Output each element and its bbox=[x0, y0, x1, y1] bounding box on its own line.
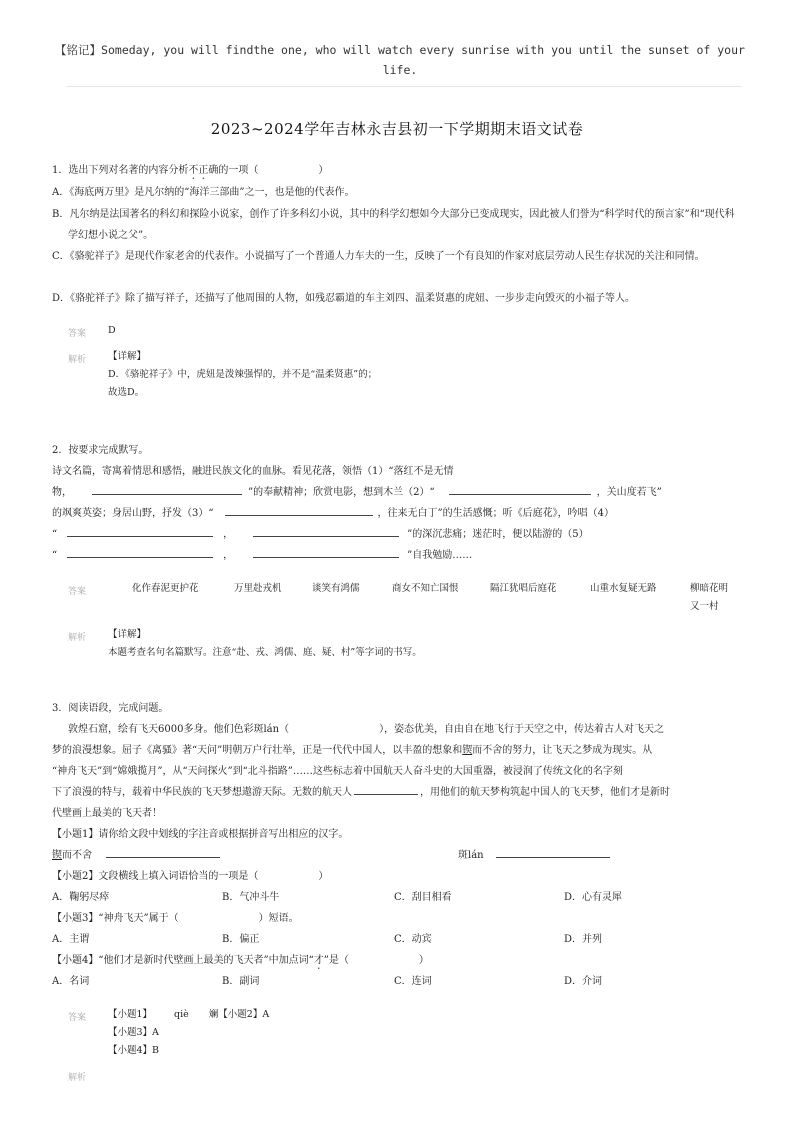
q3-sub3-opt-d[interactable]: D．并列 bbox=[564, 934, 603, 945]
q3-sub3-opt-a[interactable]: A．主谓 bbox=[52, 934, 90, 945]
q2-line3 bbox=[52, 503, 752, 524]
q3-p2b: 而不舍的努力，让飞天之梦成为现实。从 bbox=[472, 745, 653, 756]
q1-stem-dotted: 不正 bbox=[188, 165, 209, 176]
q3-answer-line1 bbox=[108, 1006, 269, 1024]
q2-line4 bbox=[52, 524, 752, 545]
q3-sub1b: 斑lán bbox=[458, 850, 484, 861]
q3-p1a: 敦煌石窟，绘有飞天6000多身。他们色彩斑lán（ bbox=[68, 724, 290, 735]
q3-para-line5: 代壁画上最美的飞天者！ bbox=[52, 808, 162, 819]
q2-blank-4[interactable] bbox=[67, 525, 213, 537]
q2-l2a: 物， bbox=[52, 487, 72, 498]
q3-sub2-opt-d[interactable]: D．心有灵犀 bbox=[564, 892, 623, 903]
q2-blank-1[interactable] bbox=[92, 483, 242, 495]
q1-answer-label: 答案 bbox=[68, 329, 87, 339]
q2-l5c: ”自我勉励…… bbox=[407, 550, 473, 561]
q2-answer-2: 万里赴戎机 bbox=[234, 583, 282, 594]
q1-stem-b: 确的一项（ ） bbox=[208, 165, 329, 176]
q3-sub4-opt-c[interactable]: C．连词 bbox=[394, 976, 432, 987]
q3-sub2-opt-c[interactable]: C．刮目相看 bbox=[394, 892, 452, 903]
q2-l5a: “ bbox=[52, 550, 58, 561]
q2-blank-6[interactable] bbox=[67, 546, 213, 558]
q3-sub3-opt-b[interactable]: B．偏正 bbox=[222, 934, 260, 945]
q1-option-d: D．《骆驼祥子》除了描写祥子，还描写了他周围的人物，如残忍霸道的车主刘四、温柔贤惠的虎妞、一步步走向毁灭的小福子等人。 bbox=[52, 293, 636, 304]
q3-analysis-label: 解析 bbox=[68, 1073, 87, 1083]
q2-answer-3: 谈笑有鸿儒 bbox=[312, 583, 360, 594]
q2-answer-7 bbox=[690, 580, 728, 616]
q2-l4b: ， bbox=[223, 529, 234, 540]
q3-p1b: ），姿态优美，自由自在地飞行于天空之中，传达着古人对飞天之 bbox=[379, 724, 665, 735]
motto: 【铭记】Someday, you will findthe one, who will watch every sunrise with you until the sunset of your life. bbox=[55, 43, 745, 77]
q2-l3b: ，往来无白丁”的生活感慨；听《后庭花》，吟唱（4） bbox=[377, 508, 614, 519]
q1-analysis-line2: 故选D。 bbox=[108, 387, 145, 398]
q2-analysis-head: 【详解】 bbox=[108, 629, 147, 640]
q2-answer-4: 商女不知亡国恨 bbox=[392, 583, 459, 594]
q1-answer: D bbox=[108, 325, 116, 336]
q3-p4b: ，用他们的航天梦构筑起中国人的飞天梦，他们才是新时 bbox=[420, 787, 670, 798]
q2-answer-6: 山重水复疑无路 bbox=[590, 583, 657, 594]
q1-stem bbox=[52, 160, 752, 182]
q3-stem: 3．阅读语段，完成问题。 bbox=[52, 703, 169, 714]
q2-blank-3[interactable] bbox=[225, 504, 373, 516]
q3-ans1c: 斓【小题2】A bbox=[208, 1009, 270, 1020]
q2-answer-label: 答案 bbox=[68, 587, 87, 597]
q1-option-c: C．《骆驼祥子》是现代作家老舍的代表作。小说描写了一个普通人力车夫的一生，反映了一个有良知的作家对底层劳动人民生存状况的关注和同情。 bbox=[52, 251, 705, 262]
q3-sub4-opt-b[interactable]: B．副词 bbox=[222, 976, 260, 987]
q2-l2c: ，关山度若飞” bbox=[596, 487, 662, 498]
q3-ans1: 【小题1】 bbox=[108, 1009, 153, 1020]
q3-sub4-opt-a[interactable]: A．名词 bbox=[52, 976, 90, 987]
q3-para-line1 bbox=[68, 719, 768, 740]
q3-sub2-opt-b[interactable]: B．气冲斗牛 bbox=[222, 892, 280, 903]
q1-analysis-label: 解析 bbox=[68, 355, 87, 365]
q3-p2-underlined: 锲 bbox=[462, 745, 473, 756]
q2-l3a: 的飒爽英姿；身居山野，抒发（3）“ bbox=[52, 508, 214, 519]
q3-answer-label: 答案 bbox=[68, 1013, 87, 1023]
q3-para-line2 bbox=[52, 740, 752, 761]
q3-sub1a-underlined: 锲 bbox=[52, 850, 62, 861]
q3-p4: 下了浪漫的特与，载着中华民族的飞天梦想遨游天际。无数的航天人 bbox=[52, 787, 352, 798]
q2-blank-7[interactable] bbox=[253, 546, 399, 558]
q3-sub4 bbox=[52, 950, 752, 972]
q2-answer-1: 化作春泥更护花 bbox=[132, 583, 199, 594]
q2-analysis-label: 解析 bbox=[68, 633, 87, 643]
q1-option-b: B．凡尔纳是法国著名的科幻和探险小说家，创作了许多科幻小说，其中的科学幻想如今大部分已变成现实，因此被人们誉为“科学时代的预言家”和“现代科学幻想小说之父”。 bbox=[52, 209, 735, 241]
q3-answer-line2: 【小题3】A bbox=[108, 1027, 159, 1038]
page-title: 2023~2024学年吉林永吉县初一下学期期末语文试卷 bbox=[210, 120, 584, 138]
q2-line5 bbox=[52, 545, 752, 566]
q3-sub2-opt-a[interactable]: A．鞠躬尽瘁 bbox=[52, 892, 110, 903]
q3-answer-line3: 【小题4】B bbox=[108, 1045, 160, 1056]
q2-l2b: ”的奉献精神；欣赏电影，想到木兰（2）“ bbox=[248, 487, 435, 498]
q3-sub4-opt-d[interactable]: D．介词 bbox=[564, 976, 603, 987]
q3-sub1-blank-1[interactable] bbox=[106, 846, 220, 858]
q3-sub1: 【小题1】请你给文段中划线的字注音或根据拼音写出相应的汉字。 bbox=[52, 829, 349, 840]
q3-blank[interactable] bbox=[354, 783, 418, 795]
q3-sub3-opt-c[interactable]: C．动宾 bbox=[394, 934, 432, 945]
q2-answer-5: 隔江犹唱后庭花 bbox=[490, 583, 557, 594]
q3-sub4b: ”是（ ） bbox=[323, 955, 429, 966]
q2-analysis-line: 本题考查名句名篇默写。注意“赴、戎、鸿儒、庭、疑、村”等字词的书写。 bbox=[108, 647, 422, 658]
q1-analysis-head: 【详解】 bbox=[108, 351, 147, 362]
q3-sub4-dotted: 才 bbox=[313, 955, 324, 966]
q2-answer-7-text: 柳暗花明又一村 bbox=[690, 583, 729, 612]
q2-blank-2[interactable] bbox=[449, 483, 591, 495]
q2-l5b: ， bbox=[223, 550, 234, 561]
header-divider bbox=[66, 86, 742, 87]
q3-sub4a: 【小题4】“他们才是新时代壁画上最美的飞天者”中加点词“ bbox=[52, 955, 314, 966]
q3-para-line3: “神舟飞天”到“嫦娥揽月”，从“天问探火”到“北斗指路”……这些标志着中国航天人奋斗史的大国重器，被浸润了传统文化的名字刻 bbox=[52, 766, 623, 777]
q3-sub1-blank-2[interactable] bbox=[496, 846, 610, 858]
q2-l4c: ”的深沉悲痛；迷茫时，便以陆游的（5） bbox=[407, 529, 589, 540]
q1-stem-a: 1．选出下列对名著的内容分析 bbox=[52, 165, 189, 176]
q3-p2a: 梦的浪漫想象。屈子《离骚》著“天问”明朝万户行壮举，正是一代代中国人，以丰盈的想象和 bbox=[52, 745, 463, 756]
q3-para-line4 bbox=[52, 782, 752, 803]
q3-sub3: 【小题3】“神舟飞天”属于（ ）短语。 bbox=[52, 913, 299, 924]
q3-sub1-item-b bbox=[458, 845, 658, 866]
q3-ans1b: qiè bbox=[174, 1009, 189, 1020]
q2-stem: 2．按要求完成默写。 bbox=[52, 445, 149, 456]
q1-analysis-line1: D．《骆驼祥子》中，虎妞是泼辣强悍的，并不是“温柔贤惠”的； bbox=[108, 369, 378, 380]
q2-blank-5[interactable] bbox=[253, 525, 399, 537]
q3-sub1a: 而不舍 bbox=[62, 850, 92, 861]
q1-option-a: A．《海底两万里》是凡尔纳的“海洋三部曲”之一，也是他的代表作。 bbox=[52, 187, 355, 198]
q2-l4a: “ bbox=[52, 529, 58, 540]
q2-line1: 诗文名篇，寄寓着情思和感悟，融进民族文化的血脉。看见花落，领悟（1）“落红不是无情 bbox=[52, 466, 454, 477]
q2-line2 bbox=[52, 482, 752, 503]
q3-sub2: 【小题2】文段横线上填入词语恰当的一项是（ ） bbox=[52, 871, 329, 882]
